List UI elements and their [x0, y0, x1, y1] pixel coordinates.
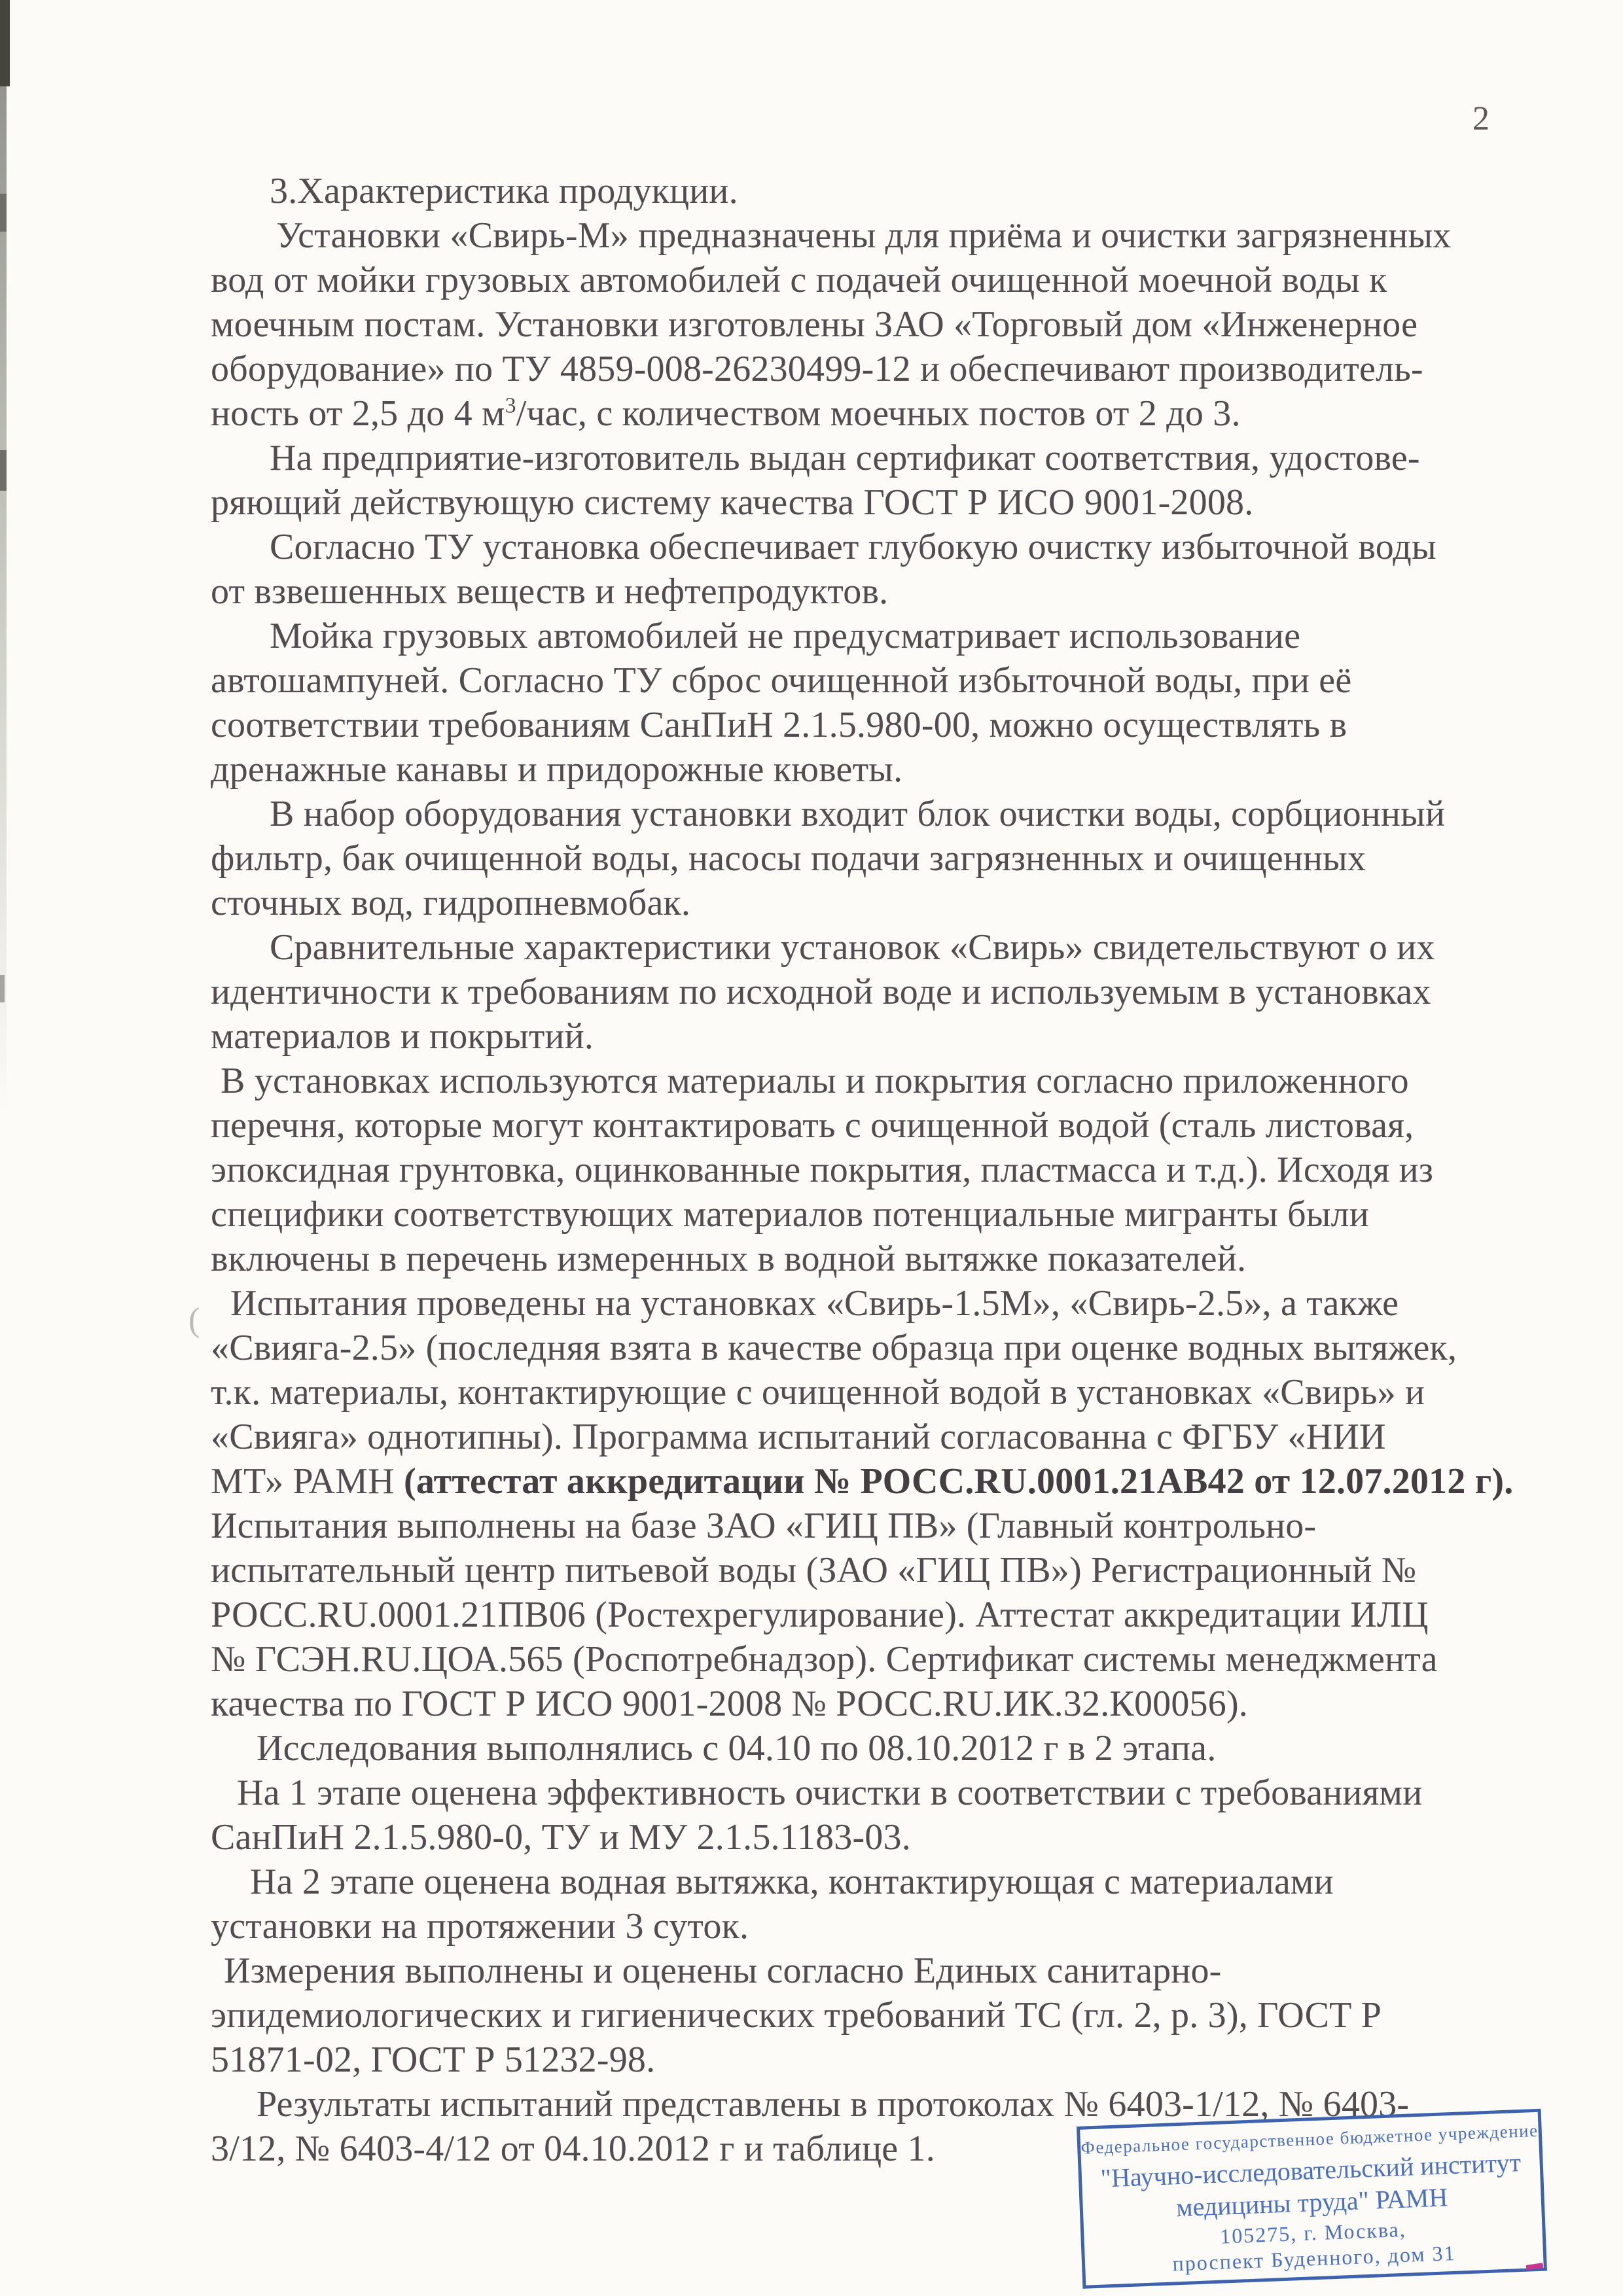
institute-stamp [1077, 2109, 1547, 2289]
text-line: установки на протяжении 3 суток. [211, 1906, 749, 1947]
text-line: ряющий действующую систему качества ГОСТ Р ИСО 9001-2008. [211, 482, 1254, 523]
text-line: дренажные канавы и придорожные кюветы. [211, 749, 903, 790]
text-line: от взвешенных веществ и нефтепродуктов. [211, 571, 889, 612]
text-line: На 1 этапе оценена эффективность очистки в соответствии с требованиями [237, 1773, 1423, 1813]
text-line: СанПиН 2.1.5.980-0, ТУ и МУ 2.1.5.1183-03. [211, 1817, 911, 1858]
text-line: сточных вод, гидропневмобак. [211, 883, 691, 923]
text-line: идентичности к требованиям по исходной воде и используемым в установках [211, 972, 1431, 1012]
text-line: соответствии требованиям СанПиН 2.1.5.980-00, можно осуществлять в [211, 705, 1347, 745]
stray-ink-mark: ( [188, 1301, 200, 1339]
text-line: испытательный центр питьевой воды (ЗАО «ГИЦ ПВ») Регистрационный № [211, 1550, 1417, 1591]
text-line: ность от 2,5 до 4 $м^3$/час, с количеством моечных постов от 2 до 3. [211, 393, 1241, 434]
text-line: «Свияга-2.5» (последняя взята в качестве образца при оценке водных вытяжек, [211, 1328, 1457, 1368]
stamp-line-institute-name-1: "Научно-исследовательский институт [1099, 2147, 1522, 2193]
text-line: В набор оборудования установки входит блок очистки воды, сорбционный [270, 794, 1446, 834]
stamp-line-institute-name-2: медицины труда" РАМН [1175, 2182, 1449, 2223]
text-line: эпоксидная грунтовка, оцинкованные покрытия, пластмасса и т.д.). Исходя из [211, 1150, 1434, 1190]
text-line: Исследования выполнялись с 04.10 по 08.10.2012 г в 2 этапа. [257, 1728, 1217, 1769]
text-line: Установки «Свирь-М» предназначены для приёма и очистки загрязненных [276, 215, 1452, 256]
text-line: автошампуней. Согласно ТУ сброс очищенной избыточной воды, при её [211, 660, 1352, 701]
text-line: перечня, которые могут контактировать с очищенной водой (сталь листовая, [211, 1105, 1414, 1146]
text-line: МТ» РАМН (аттестат аккредитации № РОСС.RU.0001.21АВ42 от 12.07.2012 г). [211, 1461, 1514, 1502]
section-heading: 3.Характеристика продукции. [270, 171, 738, 211]
text-line: т.к. материалы, контактирующие с очищенной водой в установках «Свирь» и [211, 1372, 1425, 1413]
stamp-line-org-type: Федеральное государственное бюджетное учреждение [1080, 2120, 1539, 2158]
text-line: вод от мойки грузовых автомобилей с подачей очищенной моечной воды к [211, 260, 1387, 300]
stamp-line-postcode-city: 105275, г. Москва, [1219, 2217, 1407, 2248]
text-line: РОСС.RU.0001.21ПВ06 (Ростехрегулирование). Аттестат аккредитации ИЛЦ [211, 1595, 1429, 1635]
text-line: качества по ГОСТ Р ИСО 9001-2008 № РОСС.RU.ИК.32.К00056). [211, 1684, 1249, 1724]
text-line: 51871-02, ГОСТ Р 51232-98. [211, 2040, 656, 2080]
scan-edge-strip [0, 0, 7, 1112]
text-line: моечным постам. Установки изготовлены ЗАО «Торговый дом «Инженерное [211, 304, 1418, 345]
text-line: В установках используются материалы и покрытия согласно приложенного [221, 1061, 1409, 1101]
scan-edge-mark [0, 0, 10, 86]
text-line: Мойка грузовых автомобилей не предусматривает использование [270, 616, 1301, 656]
text-line: Сравнительные характеристики установок «Свирь» свидетельствуют о их [270, 927, 1435, 968]
text-line: Измерения выполнены и оценены согласно Единых санитарно- [224, 1951, 1222, 1991]
text-line: На 2 этапе оценена водная вытяжка, контактирующая с материалами [250, 1862, 1334, 1902]
text-line: 3/12, № 6403-4/12 от 04.10.2012 г и таблице 1. [211, 2128, 935, 2169]
text-line: фильтр, бак очищенной воды, насосы подачи загрязненных и очищенных [211, 838, 1366, 879]
text-line: специфики соответствующих материалов потенциальные мигранты были [211, 1194, 1369, 1235]
text-line: На предприятие-изготовитель выдан сертификат соответствия, удостове- [270, 438, 1420, 478]
text-line: оборудование» по ТУ 4859-008-26230499-12 и обеспечивают производитель- [211, 349, 1423, 389]
text-line: эпидемиологических и гигиенических требований ТС (гл. 2, р. 3), ГОСТ Р [211, 1995, 1382, 2036]
scan-edge-mark [0, 975, 5, 1002]
text-line: Результаты испытаний представлены в протоколах № 6403-1/12, № 6403- [257, 2084, 1410, 2125]
text-line: Испытания проведены на установках «Свирь-1.5М», «Свирь-2.5», а также [230, 1283, 1399, 1324]
page-number: 2 [1472, 100, 1489, 137]
text-line: Испытания выполнены на базе ЗАО «ГИЦ ПВ» (Главный контрольно- [211, 1506, 1317, 1546]
text-line: «Свияга» однотипны). Программа испытаний согласованна с ФГБУ «НИИ [211, 1417, 1386, 1457]
scan-edge-mark [0, 450, 7, 491]
text-line: включены в перечень измеренных в водной вытяжке показателей. [211, 1239, 1247, 1279]
scan-edge-mark [0, 194, 7, 232]
text-line: № ГСЭН.RU.ЦОА.565 (Роспотребнадзор). Сертификат системы менеджмента [211, 1639, 1438, 1680]
text-line: материалов и покрытий. [211, 1016, 594, 1057]
stamp-line-street-address: проспект Буденного, дом 31 [1171, 2240, 1457, 2276]
text-line: Согласно ТУ установка обеспечивает глубокую очистку избыточной воды [270, 527, 1436, 567]
